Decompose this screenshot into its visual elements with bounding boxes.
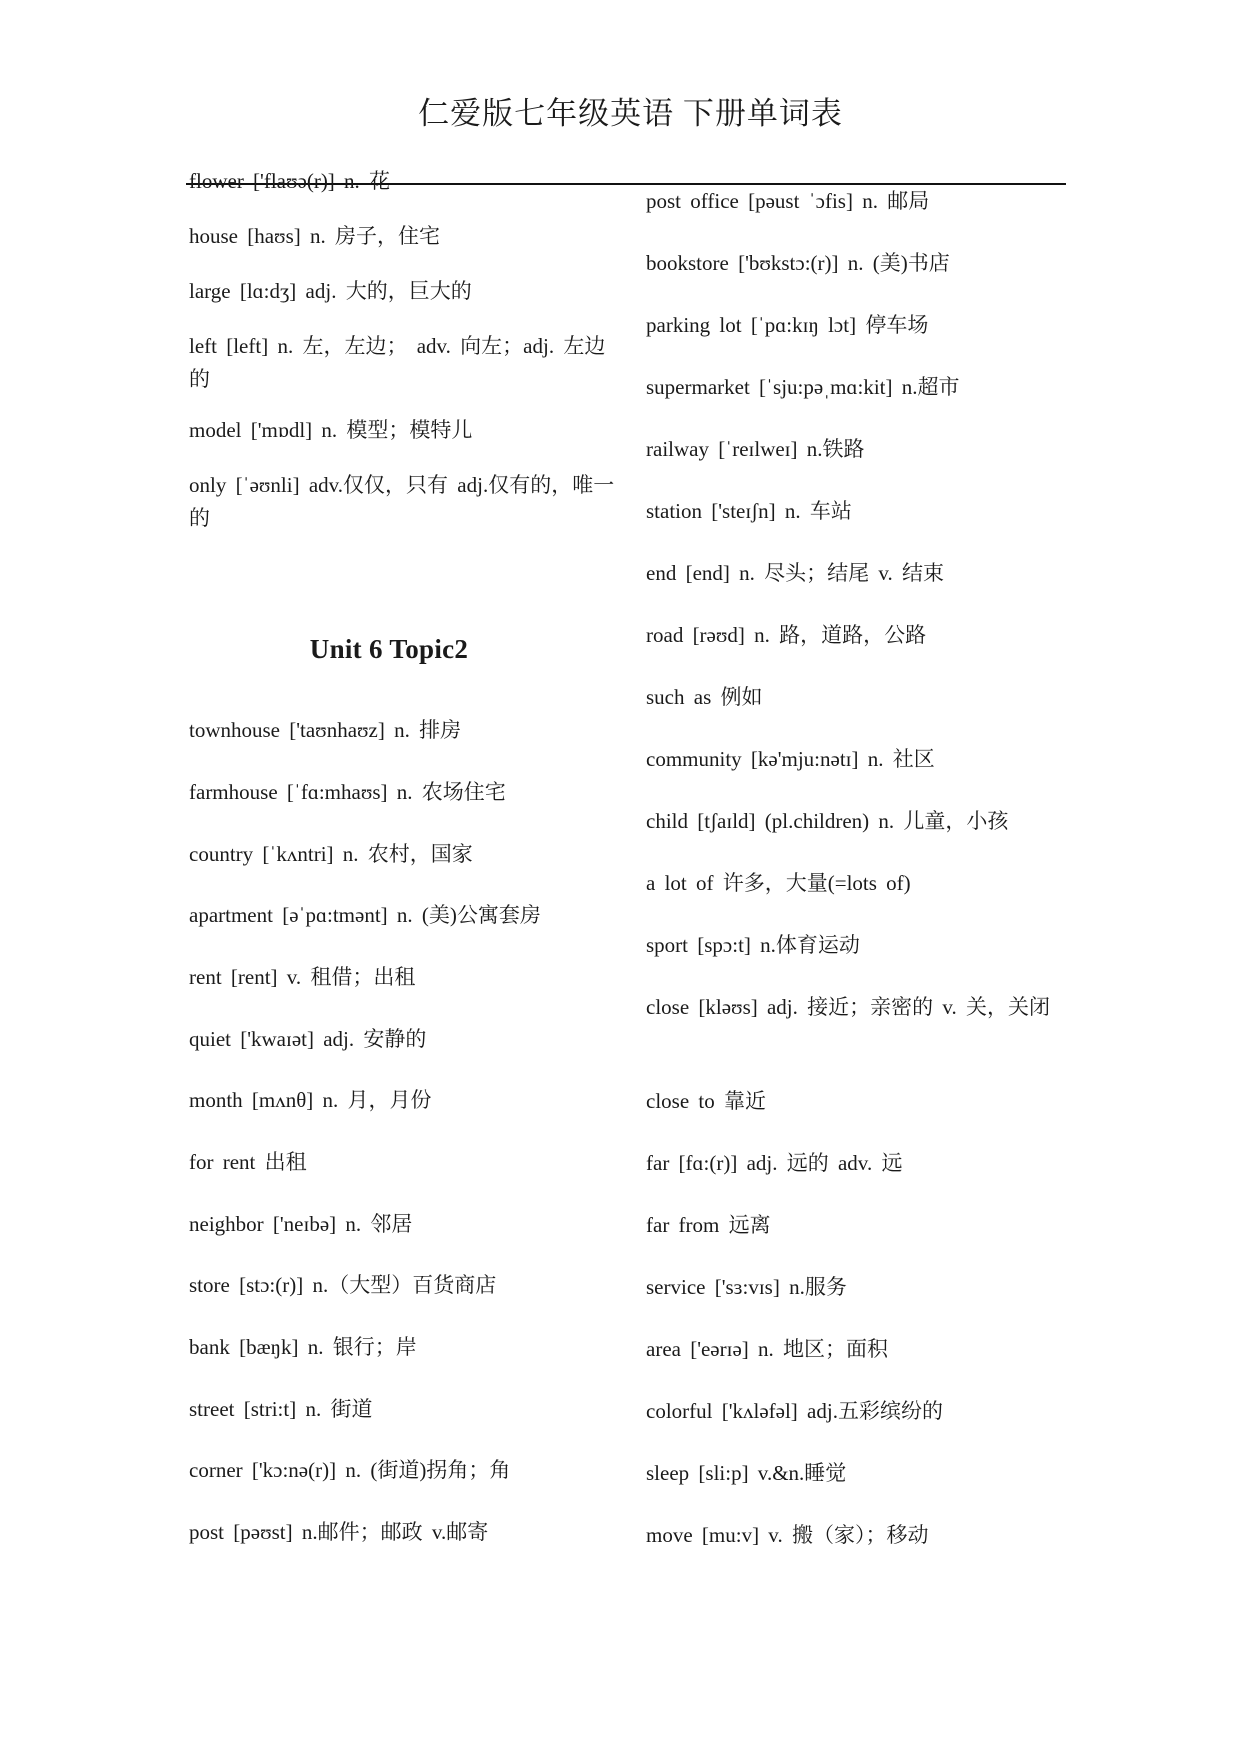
vocab-entry: flower ['flaʊə(r)] n. 花 (189, 169, 391, 193)
vocab-entry: service ['sɜ:vɪs] n.服务 (646, 1275, 847, 1299)
vocab-entry: quiet ['kwaɪət] adj. 安静的 (189, 1027, 427, 1051)
vocab-entry: close to 靠近 (646, 1089, 766, 1113)
vocab-entry: end [end] n. 尽头；结尾 v. 结束 (646, 561, 945, 585)
vocab-entry: left [left] n. 左，左边； adv. 向左；adj. 左边的 (189, 334, 606, 391)
vocab-entry: month [mʌnθ] n. 月，月份 (189, 1088, 432, 1112)
vocab-entry: far [fɑ:(r)] adj. 远的 adv. 远 (646, 1151, 903, 1175)
vocab-entry: country [ˈkʌntri] n. 农村，国家 (189, 842, 473, 866)
vocab-entry: bank [bæŋk] n. 银行；岸 (189, 1335, 417, 1359)
vocab-entry: farmhouse [ˈfɑ:mhaʊs] n. 农场住宅 (189, 780, 506, 804)
vocab-entry: townhouse ['taʊnhaʊz] n. 排房 (189, 718, 462, 742)
page-title: 仁爱版七年级英语 下册单词表 (418, 96, 843, 131)
vocab-entry: community [kə'mju:nətɪ] n. 社区 (646, 747, 935, 771)
section-heading: Unit 6 Topic2 (309, 634, 469, 664)
vocab-entry: model ['mɒdl] n. 模型；模特儿 (189, 418, 473, 442)
vocab-entry: supermarket [ˈsju:pəˌmɑ:kit] n.超市 (646, 375, 960, 399)
vocab-entry: street [stri:t] n. 街道 (189, 1397, 373, 1421)
vocab-entry: apartment [əˈpɑ:tmənt] n. (美)公寓套房 (189, 903, 541, 927)
vocab-entry: bookstore ['bʊkstɔ:(r)] n. (美)书店 (646, 251, 950, 275)
vocab-entry: sport [spɔ:t] n.体育运动 (646, 933, 860, 957)
vocab-entry: move [mu:v] v. 搬（家）；移动 (646, 1523, 929, 1547)
vocab-entry: station ['steɪʃn] n. 车站 (646, 499, 852, 523)
vocab-entry: for rent 出租 (189, 1150, 307, 1174)
vocab-entry: railway [ˈreɪlweɪ] n.铁路 (646, 437, 865, 461)
vocab-entry: neighbor ['neɪbə] n. 邻居 (189, 1212, 413, 1236)
vocab-entry: road [rəʊd] n. 路，道路，公路 (646, 623, 927, 647)
vocab-entry: store [stɔ:(r)] n.（大型）百货商店 (189, 1273, 497, 1297)
vocab-entry: post office [pəust ˈɔfis] n. 邮局 (646, 189, 930, 213)
vocab-entry: only [ˈəʊnli] adv.仅仅，只有 adj.仅有的，唯一的 (189, 473, 615, 530)
vocab-entry: post [pəʊst] n.邮件；邮政 v.邮寄 (189, 1520, 489, 1544)
vocab-entry: house [haʊs] n. 房子，住宅 (189, 224, 440, 248)
vocab-entry: child [tʃaɪld] (pl.children) n. 儿童，小孩 (646, 809, 1009, 833)
vocab-entry: close [kləʊs] adj. 接近；亲密的 v. 关，关闭 (646, 995, 1051, 1019)
vocab-entry: large [lɑ:dʒ] adj. 大的，巨大的 (189, 279, 472, 303)
vocab-entry: colorful ['kʌləfəl] adj.五彩缤纷的 (646, 1399, 943, 1423)
vocab-entry: a lot of 许多，大量(=lots of) (646, 871, 911, 895)
vocab-entry: parking lot [ˈpɑ:kɪŋ lɔt] 停车场 (646, 313, 929, 337)
vocab-entry: corner ['kɔ:nə(r)] n. (街道)拐角；角 (189, 1458, 511, 1482)
vocab-entry: such as 例如 (646, 685, 763, 709)
vocab-entry: area ['eərɪə] n. 地区；面积 (646, 1337, 889, 1361)
vocab-entry: rent [rent] v. 租借；出租 (189, 965, 416, 989)
vocab-entry: far from 远离 (646, 1213, 771, 1237)
vocab-entry: sleep [sli:p] v.&n.睡觉 (646, 1461, 847, 1485)
